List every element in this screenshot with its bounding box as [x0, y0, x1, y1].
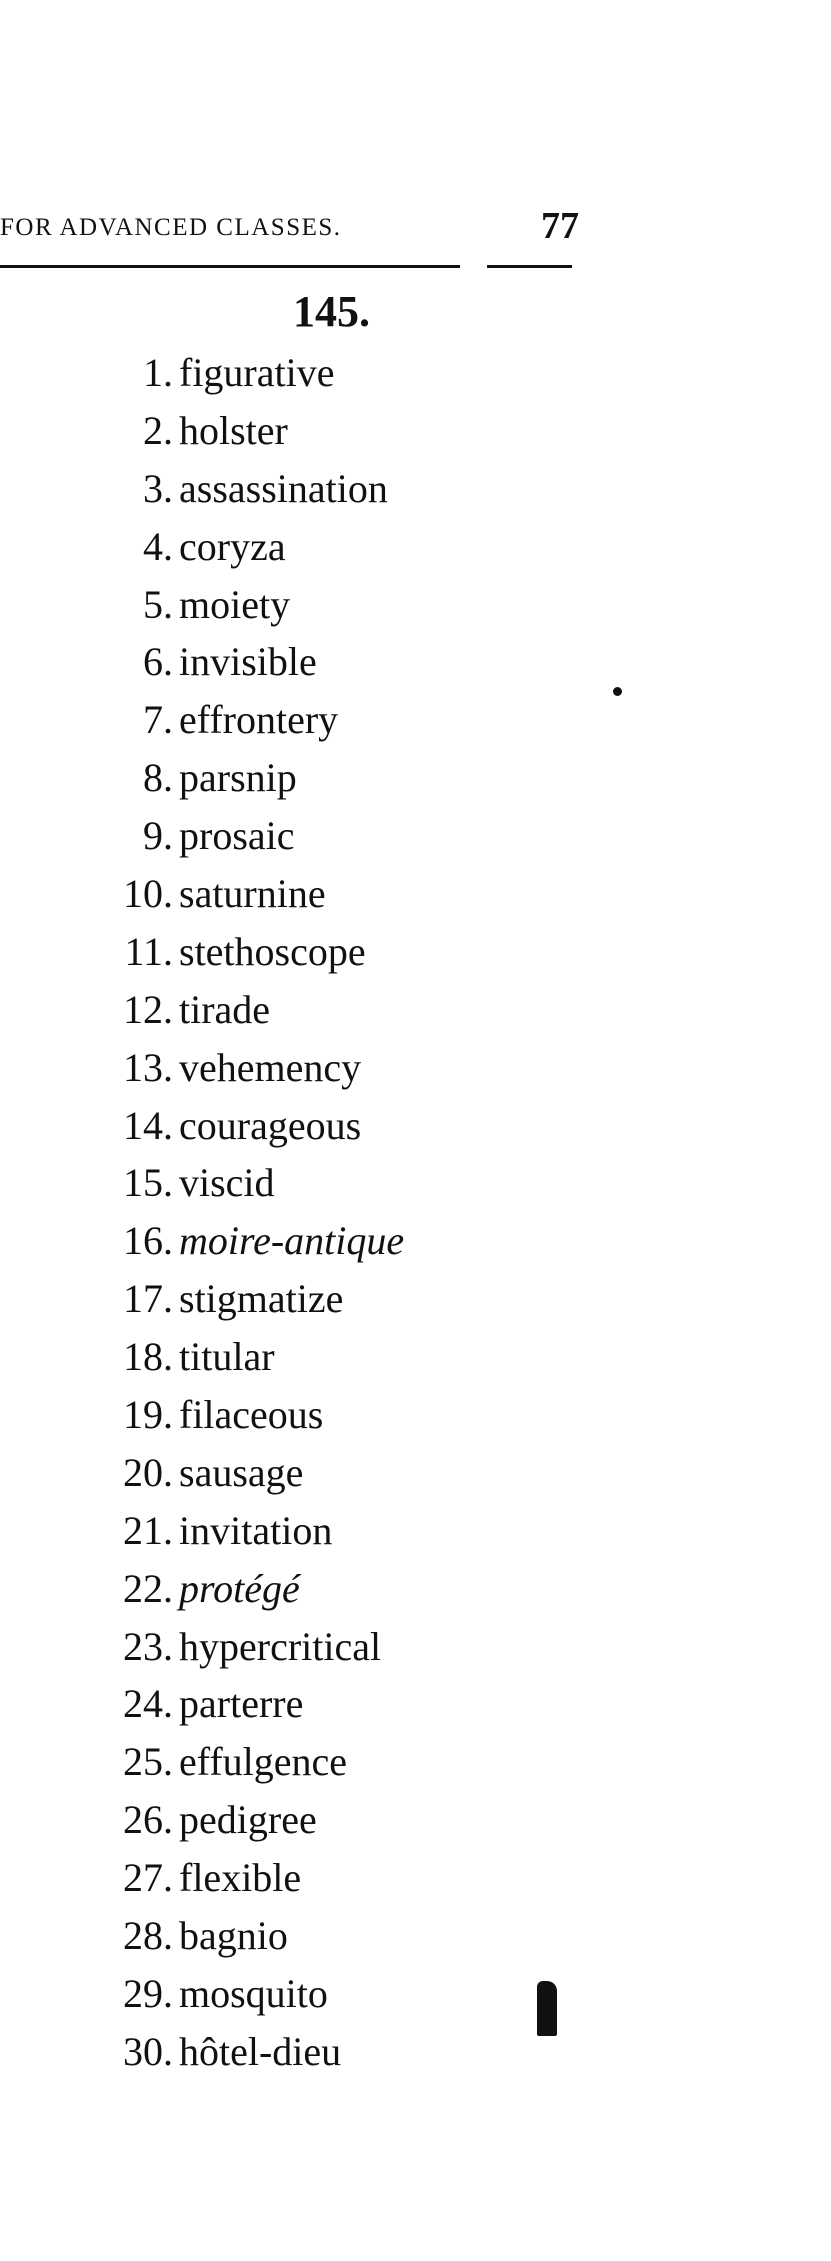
word-list-item	[0, 807, 560, 865]
word-list-item	[0, 1618, 560, 1676]
word-list-item	[0, 402, 560, 460]
word-text: saturnine	[179, 871, 326, 917]
word-number: 2.	[143, 407, 173, 453]
word-text: filaceous	[179, 1392, 324, 1438]
word-number: 18.	[123, 1334, 173, 1380]
word-text: hôtel-dieu	[179, 2028, 342, 2074]
running-head: FOR ADVANCED CLASSES.	[0, 214, 342, 241]
ink-blot	[537, 1981, 557, 2036]
word-number: 7.	[143, 697, 173, 743]
header-rule	[0, 265, 460, 268]
word-text: stigmatize	[179, 1276, 344, 1322]
word-text: mosquito	[179, 1970, 328, 2016]
word-number: 11.	[124, 928, 173, 974]
word-number: 13.	[123, 1044, 173, 1090]
word-list-item	[0, 1328, 560, 1386]
word-list-item	[0, 344, 560, 402]
word-text: titular	[179, 1334, 275, 1380]
word-list-item	[0, 1791, 560, 1849]
word-number: 6.	[143, 639, 173, 685]
word-number: 29.	[123, 1970, 173, 2016]
word-number: 10.	[123, 871, 173, 917]
word-number: 3.	[143, 465, 173, 511]
word-list-item	[0, 1502, 560, 1560]
word-list-item	[0, 1444, 560, 1502]
word-list-item	[0, 1039, 560, 1097]
word-list-item	[0, 576, 560, 634]
word-number: 25.	[123, 1739, 173, 1785]
word-list-item	[0, 749, 560, 807]
word-text: pedigree	[179, 1797, 317, 1843]
word-text: vehemency	[179, 1044, 362, 1090]
word-text: bagnio	[179, 1913, 288, 1959]
spelling-word-list	[0, 344, 560, 2081]
word-number: 15.	[123, 1160, 173, 1206]
word-text: parterre	[179, 1681, 304, 1727]
word-list-item	[0, 1560, 560, 1618]
word-text: tirade	[179, 986, 271, 1032]
word-list-item	[0, 981, 560, 1039]
word-text: effrontery	[179, 697, 339, 743]
word-number: 1.	[143, 350, 173, 395]
word-text: figurative	[179, 350, 335, 395]
word-text: protégé	[179, 1565, 300, 1611]
word-text: sausage	[179, 1449, 304, 1495]
word-text: parsnip	[179, 755, 297, 801]
word-list-item	[0, 923, 560, 981]
word-list-item	[0, 865, 560, 923]
page-number: 77	[541, 205, 579, 247]
word-number: 4.	[143, 523, 173, 569]
section-number: 145.	[293, 287, 370, 336]
word-list-item	[0, 1386, 560, 1444]
word-list-item	[0, 1212, 560, 1270]
word-text: flexible	[179, 1855, 302, 1901]
word-number: 19.	[123, 1392, 173, 1438]
word-text: coryza	[179, 523, 286, 569]
word-number: 30.	[123, 2028, 173, 2074]
word-number: 8.	[143, 755, 173, 801]
word-number: 28.	[123, 1913, 173, 1959]
word-list-item	[0, 1733, 560, 1791]
word-list-item	[0, 1675, 560, 1733]
word-text: invitation	[179, 1507, 333, 1553]
page-number-rule	[487, 265, 572, 268]
word-text: moiety	[179, 581, 291, 627]
word-list-item	[0, 1097, 560, 1155]
word-number: 14.	[123, 1102, 173, 1148]
word-list-item	[0, 633, 560, 691]
word-list-item	[0, 1965, 560, 2023]
word-number: 16.	[123, 1218, 173, 1264]
word-list-item	[0, 2023, 560, 2081]
word-number: 12.	[123, 986, 173, 1032]
word-number: 9.	[143, 813, 173, 859]
word-number: 27.	[123, 1855, 173, 1901]
word-text: viscid	[179, 1160, 275, 1206]
word-text: assassination	[179, 465, 388, 511]
word-number: 24.	[123, 1681, 173, 1727]
word-text: effulgence	[179, 1739, 348, 1785]
word-text: moire-antique	[179, 1218, 405, 1264]
word-text: prosaic	[179, 813, 295, 859]
word-number: 23.	[123, 1623, 173, 1669]
word-list-item	[0, 460, 560, 518]
word-number: 20.	[123, 1449, 173, 1495]
word-list-item	[0, 1907, 560, 1965]
word-list-item	[0, 1270, 560, 1328]
word-list-item	[0, 1154, 560, 1212]
word-list-item	[0, 691, 560, 749]
word-list-item	[0, 1849, 560, 1907]
word-text: hypercritical	[179, 1623, 382, 1669]
word-text: courageous	[179, 1102, 362, 1148]
word-text: holster	[179, 407, 288, 453]
word-number: 17.	[123, 1276, 173, 1322]
word-number: 22.	[123, 1565, 173, 1611]
word-number: 26.	[123, 1797, 173, 1843]
word-number: 5.	[143, 581, 173, 627]
word-list-item	[0, 518, 560, 576]
word-text: invisible	[179, 639, 317, 685]
word-number: 21.	[123, 1507, 173, 1553]
word-text: stethoscope	[179, 928, 366, 974]
ink-speck	[613, 687, 622, 696]
